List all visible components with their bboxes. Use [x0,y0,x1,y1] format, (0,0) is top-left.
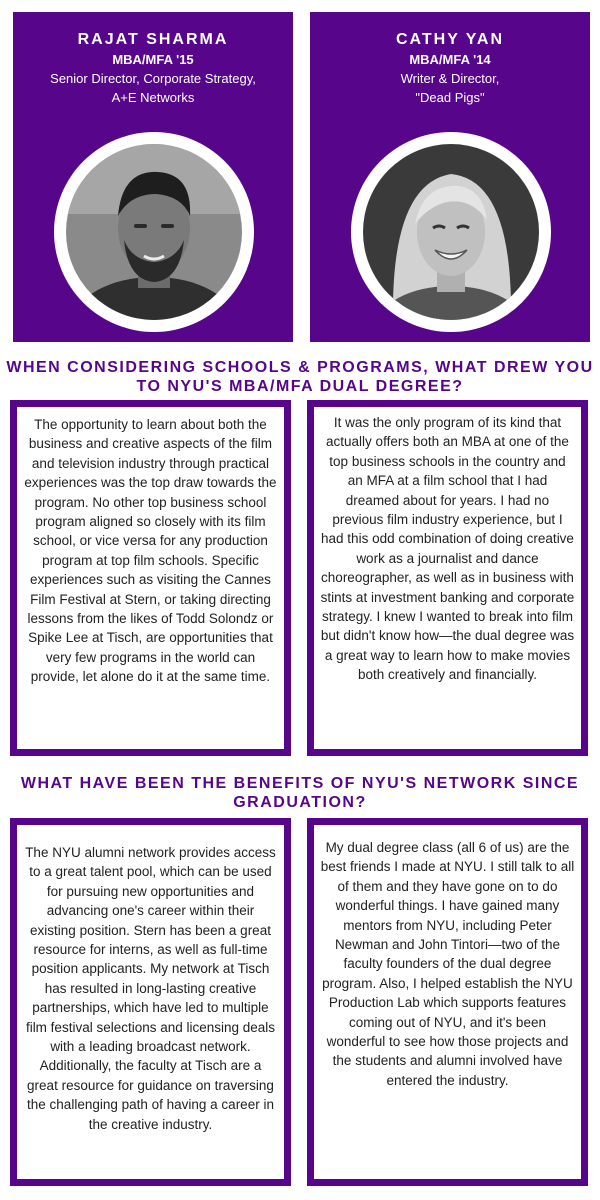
profile-degree: MBA/MFA '15 [112,52,194,67]
profile-name: RAJAT SHARMA [77,31,229,48]
profile-name: CATHY YAN [395,31,505,48]
answer-text: The NYU alumni network provides access to a great talent pool, which can be used for pursuing new opportunities and advancing one's career within their existing position. Stern has been a great resource for interns, as well as full-time position applicants. My network at Tisch has resulted in long-lasting creative partnerships, which have led to multiple film festival selections and licensing deals with a leading broadcast network. Additionally, the faculty at Tisch are a great resource for guidance on traversing the challenging path of having a career in the creative industry. [25,845,276,1132]
answer-text: The opportunity to learn about both the business and creative aspects of the film and television industry through practical experiences was the top draw towards the program. No other top business school program aligned so closely with its film school, or vice versa for any production program at top film schools. Specific experiences such as visiting the Cannes Film Festival at Stern, or taking directing lessons from the likes of Todd Solondz or Spike Lee at Tisch, are opportunities that very few programs in the world can provide, let alone do it at the same time. [24,417,277,685]
profile-role-line1: Senior Director, Corporate Strategy, [50,71,256,86]
profile-card-rajat [13,12,293,342]
profile-degree: MBA/MFA '14 [409,52,491,67]
portrait-frame [54,132,254,332]
answer-box-cathy [307,818,588,1186]
answer-box-cathy [307,400,588,756]
profile-role-line2: A+E Networks [111,90,195,105]
section-question: WHAT HAVE BEEN THE BENEFITS OF NYU'S NETWORK SINCE GRADUATION? [20,775,580,811]
answer-box-rajat [10,818,291,1186]
section-question: WHEN CONSIDERING SCHOOLS & PROGRAMS, WHAT DREW YOU TO NYU'S MBA/MFA DUAL DEGREE? [6,359,594,395]
portrait-photo-rajat [66,144,242,320]
profile-card-cathy [310,12,590,342]
profile-role-line2: "Dead Pigs" [415,90,485,105]
profile-role-line1: Writer & Director, [400,71,500,86]
answer-text: My dual degree class (all 6 of us) are the best friends I made at NYU. I still talk to all of them and they have gone on to do wonderful things. I have gained many mentors from NYU, including Peter Newman and John Tintori—two of the faculty founders of the dual degree program. Also, I helped establish the NYU Production Lab which supports features coming out of NYU, and it's been wonderful to see how those projects and the students and alumni involved have entered the industry. [320,840,575,1088]
portrait-photo-cathy [363,144,539,320]
portrait-frame [351,132,551,332]
answer-text: It was the only program of its kind that actually offers both an MBA at one of the top business schools in the country and an MFA at a film school that I had dreamed about for years. I had no previous film industry experience, but I had this odd combination of doing creative work as a journalist and dance choreographer, as well as in business with stints at investment banking and corporate strategy. I knew I wanted to break into film but didn't know how—the dual degree was a great way to learn how to make movies both creatively and financially. [320,415,575,683]
answer-box-rajat [10,400,291,756]
